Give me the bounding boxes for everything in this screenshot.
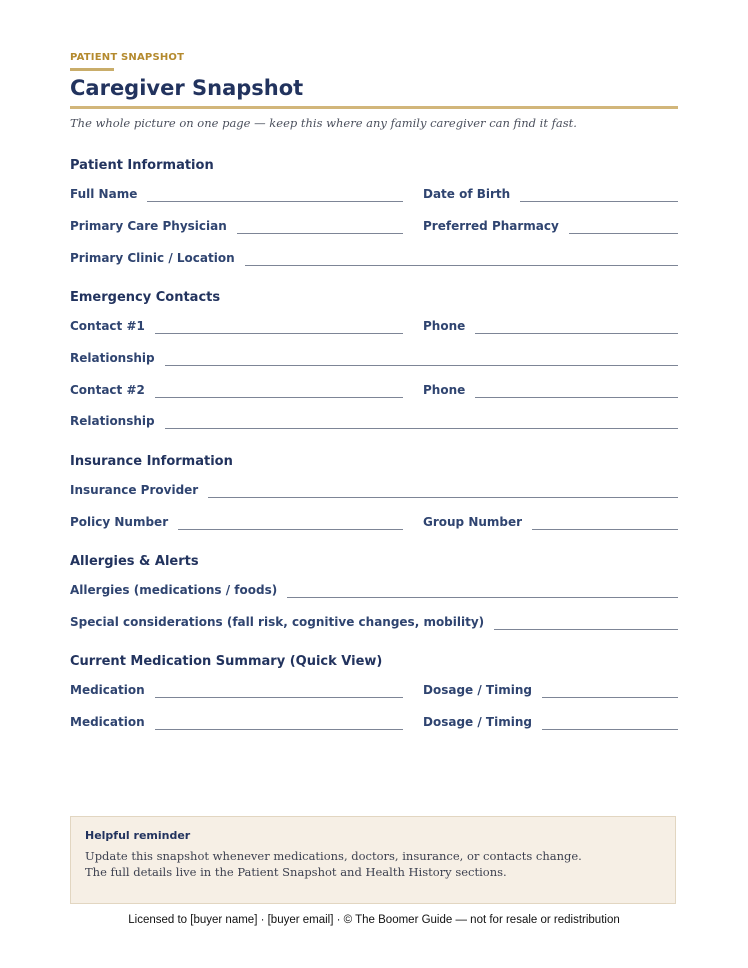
dosage2-line[interactable] bbox=[542, 715, 678, 730]
insurance-provider-label: Insurance Provider bbox=[70, 483, 199, 497]
row-special-considerations bbox=[70, 610, 678, 630]
eyebrow-accent-bar bbox=[70, 68, 114, 71]
date-of-birth-label: Date of Birth bbox=[423, 187, 511, 201]
medication1-label: Medication bbox=[70, 683, 145, 697]
contact1-field[interactable] bbox=[70, 314, 403, 334]
physician-field[interactable] bbox=[70, 214, 403, 234]
medication2-field[interactable] bbox=[70, 710, 403, 730]
policy-number-field[interactable] bbox=[70, 510, 403, 530]
medication1-field[interactable] bbox=[70, 678, 403, 698]
policy-number-label: Policy Number bbox=[70, 515, 169, 529]
row-allergies bbox=[70, 578, 678, 598]
section-title-allergies: Allergies & Alerts bbox=[70, 554, 199, 569]
relationship2-label: Relationship bbox=[70, 414, 155, 428]
special-considerations-field[interactable] bbox=[70, 610, 678, 630]
physician-line[interactable] bbox=[237, 219, 403, 234]
dosage1-line[interactable] bbox=[542, 683, 678, 698]
dosage1-label: Dosage / Timing bbox=[423, 683, 532, 697]
policy-number-line[interactable] bbox=[178, 515, 403, 530]
special-considerations-label: Special considerations (fall risk, cognitive changes, mobility) bbox=[70, 615, 485, 629]
group-number-line[interactable] bbox=[532, 515, 678, 530]
phone2-line[interactable] bbox=[475, 383, 678, 398]
row-insurance-provider bbox=[70, 478, 678, 498]
special-considerations-line[interactable] bbox=[494, 615, 678, 630]
helpful-reminder-box bbox=[70, 816, 676, 904]
full-name-label: Full Name bbox=[70, 187, 138, 201]
phone1-line[interactable] bbox=[475, 319, 678, 334]
dosage2-label: Dosage / Timing bbox=[423, 715, 532, 729]
phone1-label: Phone bbox=[423, 319, 466, 333]
relationship1-field[interactable] bbox=[70, 346, 678, 366]
relationship1-line[interactable] bbox=[165, 351, 678, 366]
full-name-line[interactable] bbox=[147, 187, 403, 202]
eyebrow-label: PATIENT SNAPSHOT bbox=[70, 52, 185, 63]
callout-title: Helpful reminder bbox=[85, 829, 191, 842]
physician-label: Primary Care Physician bbox=[70, 219, 227, 233]
row-relationship2 bbox=[70, 409, 678, 429]
row-contact2 bbox=[70, 378, 678, 398]
pharmacy-field[interactable] bbox=[423, 214, 678, 234]
section-title-emergency: Emergency Contacts bbox=[70, 290, 221, 305]
allergies-line[interactable] bbox=[287, 583, 678, 598]
clinic-line[interactable] bbox=[245, 251, 678, 266]
dosage1-field[interactable] bbox=[423, 678, 678, 698]
medication2-line[interactable] bbox=[155, 715, 403, 730]
row-medication2 bbox=[70, 710, 678, 730]
pharmacy-line[interactable] bbox=[569, 219, 678, 234]
contact2-field[interactable] bbox=[70, 378, 403, 398]
row-name-dob bbox=[70, 182, 678, 202]
insurance-provider-field[interactable] bbox=[70, 478, 678, 498]
phone2-field[interactable] bbox=[423, 378, 678, 398]
allergies-field[interactable] bbox=[70, 578, 678, 598]
date-of-birth-field[interactable] bbox=[423, 182, 678, 202]
row-contact1 bbox=[70, 314, 678, 334]
relationship2-field[interactable] bbox=[70, 409, 678, 429]
phone2-label: Phone bbox=[423, 383, 466, 397]
allergies-label: Allergies (medications / foods) bbox=[70, 583, 278, 597]
full-name-field[interactable] bbox=[70, 182, 403, 202]
license-footer: Licensed to [buyer name] · [buyer email] · © The Boomer Guide — not for resale or redistribution bbox=[128, 914, 620, 926]
row-policy-group bbox=[70, 510, 678, 530]
medication2-label: Medication bbox=[70, 715, 145, 729]
group-number-label: Group Number bbox=[423, 515, 523, 529]
relationship2-line[interactable] bbox=[165, 414, 678, 429]
medication1-line[interactable] bbox=[155, 683, 403, 698]
date-of-birth-line[interactable] bbox=[520, 187, 678, 202]
section-title-patient: Patient Information bbox=[70, 158, 214, 173]
title-divider bbox=[70, 106, 678, 109]
row-clinic bbox=[70, 246, 678, 266]
pharmacy-label: Preferred Pharmacy bbox=[423, 219, 559, 233]
row-physician-pharmacy bbox=[70, 214, 678, 234]
row-medication1 bbox=[70, 678, 678, 698]
callout-text-line2: The full details live in the Patient Snapshot and Health History sections. bbox=[85, 865, 507, 879]
insurance-provider-line[interactable] bbox=[208, 483, 678, 498]
clinic-field[interactable] bbox=[70, 246, 678, 266]
phone1-field[interactable] bbox=[423, 314, 678, 334]
dosage2-field[interactable] bbox=[423, 710, 678, 730]
section-title-medications: Current Medication Summary (Quick View) bbox=[70, 654, 383, 669]
contact1-label: Contact #1 bbox=[70, 319, 145, 333]
relationship1-label: Relationship bbox=[70, 351, 155, 365]
contact1-line[interactable] bbox=[155, 319, 403, 334]
page-subtitle: The whole picture on one page — keep this where any family caregiver can find it fast. bbox=[70, 116, 577, 130]
clinic-label: Primary Clinic / Location bbox=[70, 251, 235, 265]
group-number-field[interactable] bbox=[423, 510, 678, 530]
callout-text-line1: Update this snapshot whenever medications, doctors, insurance, or contacts change. bbox=[85, 849, 582, 863]
contact2-label: Contact #2 bbox=[70, 383, 145, 397]
section-title-insurance: Insurance Information bbox=[70, 454, 233, 469]
contact2-line[interactable] bbox=[155, 383, 403, 398]
row-relationship1 bbox=[70, 346, 678, 366]
page-title: Caregiver Snapshot bbox=[70, 76, 304, 100]
